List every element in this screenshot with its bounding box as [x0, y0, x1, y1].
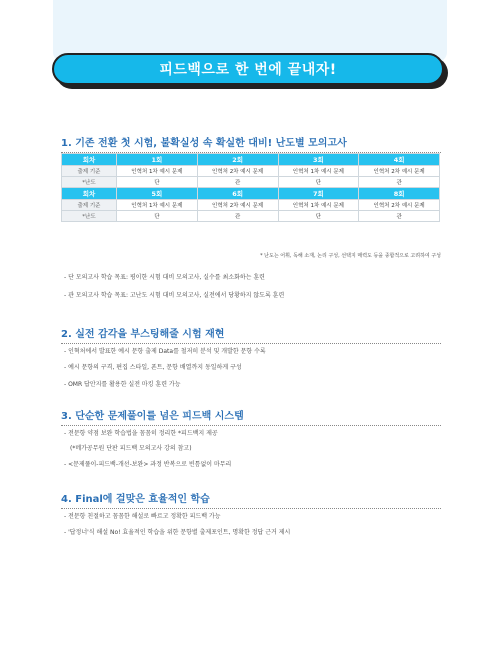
list-item: - 예시 문항의 구격, 편집 스타일, 폰트, 문항 배열까지 동일하게 구성	[64, 364, 242, 371]
list-item: - OMR 답안지를 활용한 실전 마킹 훈련 가능	[64, 381, 181, 388]
table-row	[62, 177, 440, 188]
list-item: - '답정너'식 해설 No! 효율적인 학습을 위한 문항별 출제포인트, 명확한 정답 근거 제시	[64, 529, 291, 536]
section-heading-4: 4. Final에 걸맞은 효율적인 학습	[61, 490, 441, 509]
table-row	[62, 200, 440, 211]
table-cell: 회차	[62, 154, 117, 166]
table-cell: 8회	[359, 188, 440, 200]
table-cell: 5회	[117, 188, 198, 200]
table-cell: 출제 기준	[62, 166, 117, 177]
difficulty-note: * 난도는 어휘, 독해 소재, 논리 구성, 선택지 매력도 등을 종합적으로 고려하여 구성	[260, 253, 441, 259]
table-cell: 관	[197, 177, 278, 188]
table-cell: 인혁처 2차 예시 문제	[197, 200, 278, 211]
table-cell: 관	[359, 177, 440, 188]
table-cell: 관	[197, 211, 278, 222]
table-cell: 인혁처 2차 예시 문제	[359, 200, 440, 211]
section-heading-3: 3. 단순한 문제풀이를 넘은 피드백 시스템	[61, 407, 441, 426]
banner-title: 피드백으로 한 번에 끝내자!	[159, 62, 337, 78]
table-row	[62, 154, 440, 166]
list-item: - <문제풀이-피드백-개선-보완> 과정 반복으로 빈틈없이 마무리	[64, 461, 232, 468]
section-heading-2: 2. 실전 감각을 부스팅해줄 시험 재현	[61, 325, 441, 344]
list-item: (*메가공무원 단판 피드백 모의고사 강의 참고)	[70, 445, 192, 452]
table-row	[62, 188, 440, 200]
table-cell: 인혁처 1차 예시 문제	[278, 200, 359, 211]
table-cell: 1회	[117, 154, 198, 166]
list-item: - 전문항 친절하고 꼼꼼한 해설로 빠르고 정확한 피드백 가능	[64, 513, 221, 520]
table-row	[62, 166, 440, 177]
table-cell: *난도	[62, 177, 117, 188]
list-item: - 인혁처에서 발표한 예시 문항 출제 Data를 철저히 분석 및 개발한 문항 수록	[64, 348, 266, 355]
table-cell: 단	[117, 211, 198, 222]
table-row	[62, 211, 440, 222]
table-cell: 단	[278, 211, 359, 222]
title-banner	[52, 53, 444, 85]
table-cell: 단	[117, 177, 198, 188]
list-item: - 전문항 약점 보완 학습법을 꼼꼼히 정리한 *피드백지 제공	[64, 430, 218, 437]
list-item: - 단 모의고사 학습 목표: 평이한 시험 대비 모의고사, 실수를 최소화하는 훈련	[64, 274, 265, 281]
table-cell: 인혁처 2차 예시 문제	[197, 166, 278, 177]
table-cell: 4회	[359, 154, 440, 166]
table-cell: 인혁처 1차 예시 문제	[117, 200, 198, 211]
table-cell: 출제 기준	[62, 200, 117, 211]
table-cell: 회차	[62, 188, 117, 200]
table-cell: 인혁처 1차 예시 문제	[117, 166, 198, 177]
list-item: - 관 모의고사 학습 목표: 고난도 시험 대비 모의고사, 실전에서 당황하지 않도록 훈련	[64, 292, 285, 299]
table-cell: 관	[359, 211, 440, 222]
table-cell: 6회	[197, 188, 278, 200]
table-cell: 7회	[278, 188, 359, 200]
table-cell: 2회	[197, 154, 278, 166]
table-cell: 인혁처 2차 예시 문제	[359, 166, 440, 177]
section-heading-1: 1. 기존 전환 첫 시험, 불확실성 속 확실한 대비! 난도별 모의고사	[61, 134, 441, 153]
table-cell: 단	[278, 177, 359, 188]
table-cell: *난도	[62, 211, 117, 222]
table-cell: 인혁처 1차 예시 문제	[278, 166, 359, 177]
mock-exam-table	[61, 153, 440, 222]
table-cell: 3회	[278, 154, 359, 166]
